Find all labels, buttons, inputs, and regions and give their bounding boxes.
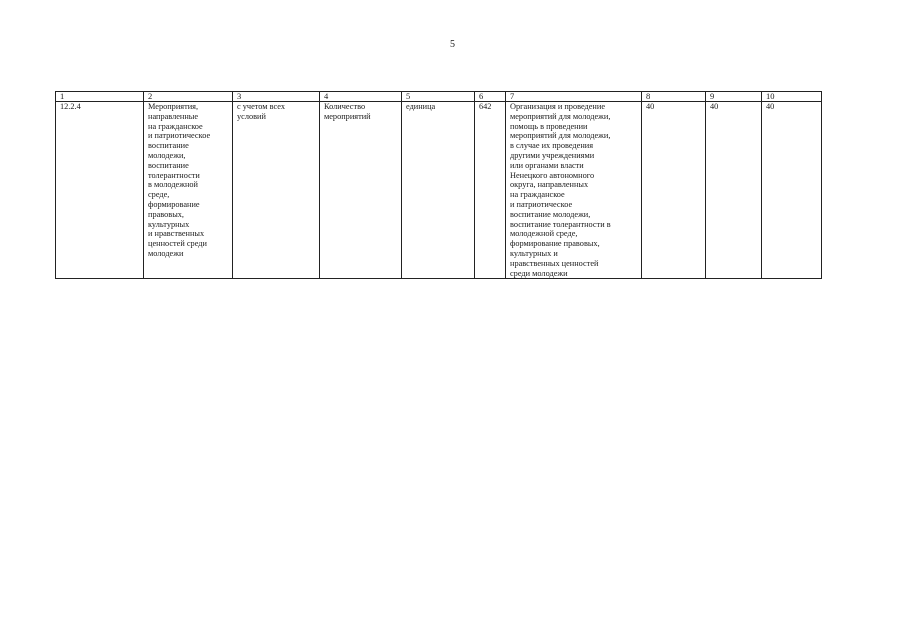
column-header: 6 [475,92,506,102]
column-header: 5 [402,92,475,102]
cell-description: Организация и проведение мероприятий для молодежи, помощь в проведении мероприятий для молодежи, в случае их проведения другими учреждениями или органами власти Ненецкого автономного округа, направленных на гражданское и патриотическое воспитание молодежи, воспитание толерантности в молодежной среде, формирование правовых, культурных и нравственных ценностей среди молодежи [506,102,642,279]
table-row [56,102,822,279]
column-header: 7 [506,92,642,102]
program-table [55,91,822,279]
column-header: 10 [762,92,822,102]
cell-value-3: 40 [762,102,822,279]
cell-value-2: 40 [706,102,762,279]
cell-conditions: с учетом всех условий [233,102,320,279]
cell-code: 12.2.4 [56,102,144,279]
column-header: 9 [706,92,762,102]
cell-indicator: Количество мероприятий [320,102,402,279]
cell-value-1: 40 [642,102,706,279]
column-header: 4 [320,92,402,102]
cell-unit: единица [402,102,475,279]
column-header: 3 [233,92,320,102]
table-header-row [56,92,822,102]
cell-unit-code: 642 [475,102,506,279]
column-header: 8 [642,92,706,102]
page-number: 5 [450,39,455,50]
cell-activity: Мероприятия, направленные на гражданское и патриотическое воспитание молодежи, воспитание толерантности в молодежной среде, формирование правовых, культурных и нравственных ценностей среди молодежи [144,102,233,279]
column-header: 2 [144,92,233,102]
column-header: 1 [56,92,144,102]
